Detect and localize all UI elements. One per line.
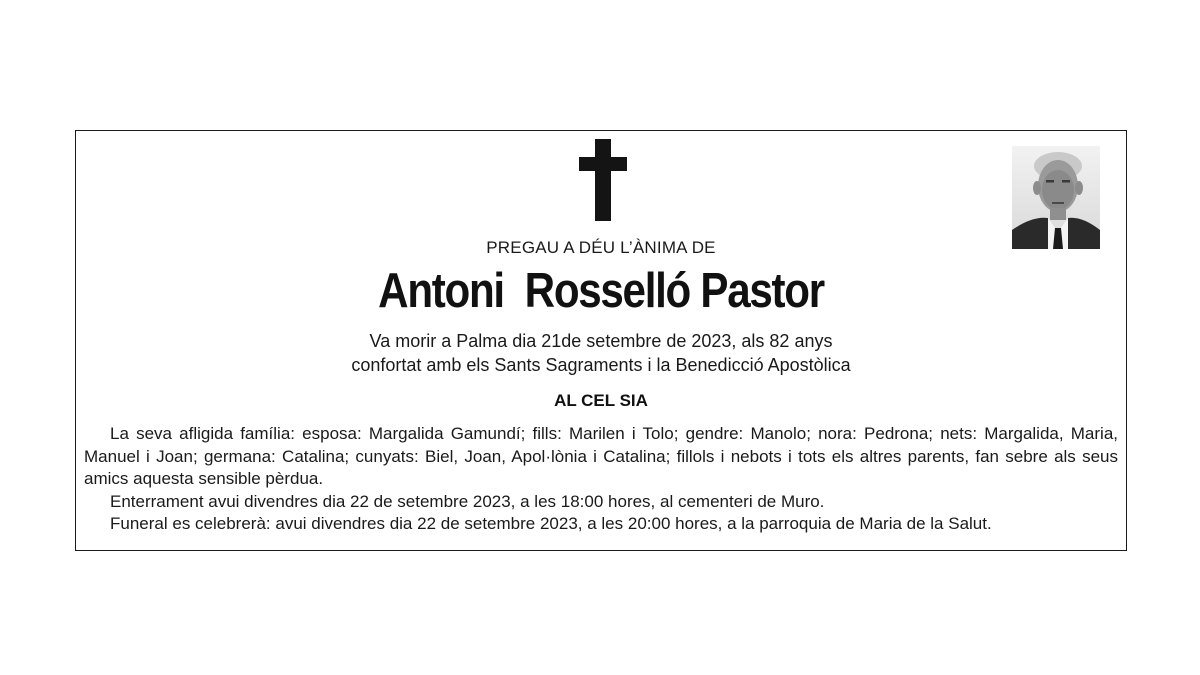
notice-body: [84, 423, 1118, 536]
death-details: Va morir a Palma dia 21de setembre de 2023, als 82 anys: [369, 331, 833, 351]
burial-paragraph: Enterrament avui divendres dia 22 de setembre 2023, a les 18:00 hores, al cementeri de Muro.: [110, 491, 825, 511]
sacraments-line: confortat amb els Sants Sagraments i la Benedicció Apostòlica: [351, 355, 851, 375]
pray-heading: PREGAU A DÉU L’ÀNIMA DE: [486, 238, 716, 257]
funeral-paragraph: Funeral es celebrerà: avui divendres dia 22 de setembre 2023, a les 20:00 hores, a la parroquia de Maria de la Salut.: [110, 514, 992, 533]
obituary-notice: [75, 130, 1127, 551]
family-paragraph: La seva afligida família: esposa: Margalida Gamundí; fills: Marilen i Tolo; gendre: Manolo; nora: Pedrona; nets: Margalida, Maria, Manuel i Joan; germana: Catalina; cunyats: Biel, Joan, Apol·lònia i Catalina; fillols i nebots i tots els altres parents, fan sebre als seus amics aquesta sensible pèrdua.: [84, 424, 1118, 488]
cross-icon: [579, 139, 627, 221]
portrait-photo: [1012, 146, 1100, 249]
farewell-heading: AL CEL SIA: [554, 391, 648, 410]
deceased-name: Antoni Rosselló Pastor: [378, 264, 824, 318]
